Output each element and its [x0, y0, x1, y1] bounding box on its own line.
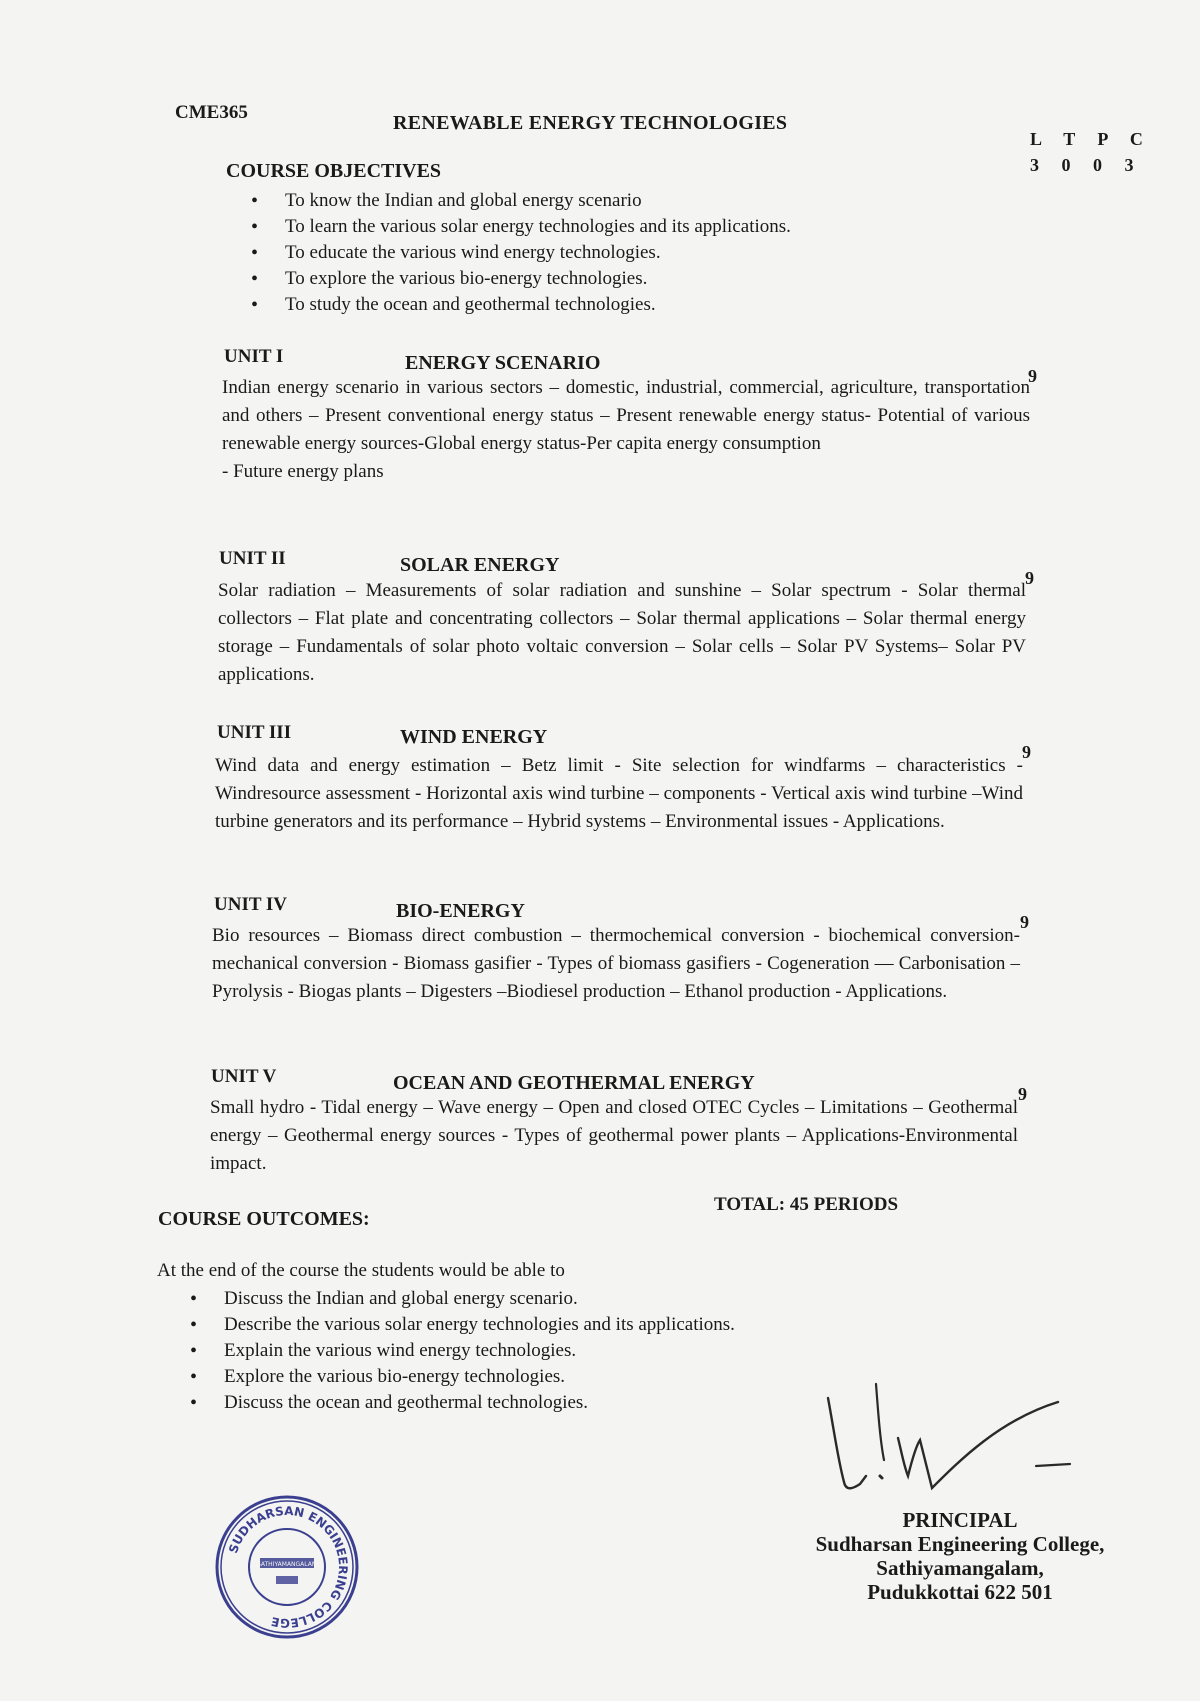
unit-3-label: UNIT III — [217, 722, 292, 743]
college-location: Sathiyamangalam, — [876, 1556, 1044, 1580]
unit-4-body: Bio resources – Biomass direct combustion – thermochemical conversion - biochemical conversion- mechanical conversion - Biomass gasifier - Types of biomass gasifiers - Cogeneration — Carbonisation – Pyrolysis - Biogas plants – Digesters –Biodiesel production – Ethanol production - Applications. — [212, 925, 1020, 1002]
unit-4-title: BIO-ENERGY — [396, 900, 525, 922]
outcome-item: • Describe the various solar energy technologies and its applications. — [224, 1312, 735, 1338]
college-district: Pudukkottai 622 501 — [867, 1580, 1053, 1604]
unit-3-hours: 9 — [1022, 742, 1031, 762]
principal-block — [760, 1508, 1160, 1604]
unit-5-label: UNIT V — [211, 1066, 277, 1087]
unit-1-label: UNIT I — [224, 346, 284, 367]
objectives-list — [285, 188, 791, 318]
unit-3-title: WIND ENERGY — [400, 726, 548, 748]
unit-1-body — [222, 374, 1030, 486]
outcomes-intro: At the end of the course the students would be able to — [157, 1260, 565, 1281]
objective-item: • To study the ocean and geothermal technologies. — [285, 292, 791, 318]
unit-5-body: Small hydro - Tidal energy – Wave energy – Open and closed OTEC Cycles – Limitations – Geothermal energy – Geothermal energy sources - Types of geothermal power plants – Applications-Environmental impact. — [210, 1097, 1018, 1174]
principal-title: PRINCIPAL — [902, 1508, 1018, 1532]
unit-4-hours: 9 — [1020, 912, 1029, 932]
outcomes-heading: COURSE OUTCOMES: — [158, 1208, 370, 1230]
unit-5-title: OCEAN AND GEOTHERMAL ENERGY — [393, 1072, 755, 1094]
unit-1-tail: - Future energy plans — [222, 461, 384, 482]
unit-2-title: SOLAR ENERGY — [400, 554, 560, 576]
unit-5-hours: 9 — [1018, 1084, 1027, 1104]
outcome-item: • Explore the various bio-energy technologies. — [224, 1364, 735, 1390]
unit-1-hours: 9 — [1028, 366, 1037, 386]
ltpc-values: 3 0 0 3 — [1030, 155, 1143, 175]
unit-3-body: Wind data and energy estimation – Betz limit - Site selection for windfarms – characteristics - Windresource assessment - Horizontal axis wind turbine – components - Vertical axis wind turbine –Wind turbine generators and its performance – Hybrid systems – Environmental issues - Applications. — [215, 755, 1023, 832]
outcome-item: • Explain the various wind energy technologies. — [224, 1338, 735, 1364]
course-title: RENEWABLE ENERGY TECHNOLOGIES — [393, 112, 788, 134]
ltpc-block — [1030, 126, 1152, 178]
unit-1-title: ENERGY SCENARIO — [405, 352, 601, 374]
objectives-heading: COURSE OBJECTIVES — [226, 160, 442, 182]
outcome-item: • Discuss the ocean and geothermal technologies. — [224, 1390, 735, 1416]
unit-2-hours: 9 — [1025, 568, 1034, 588]
ltpc-label: L T P C — [1030, 129, 1152, 149]
unit-2-label: UNIT II — [219, 548, 286, 569]
unit-1-text: Indian energy scenario in various sectors – domestic, industrial, commercial, agriculture, transportation and others – Present conventional energy status – Present renewable energy status- Potential of various renewable energy sources-Global energy status-Per capita energy consumption — [222, 377, 1030, 454]
svg-text:SATHIYAMANGALAM: SATHIYAMANGALAM — [256, 1561, 318, 1568]
total-periods: TOTAL: 45 PERIODS — [714, 1194, 899, 1215]
objective-item: • To explore the various bio-energy technologies. — [285, 266, 791, 292]
objective-item: • To educate the various wind energy technologies. — [285, 240, 791, 266]
unit-2-body: Solar radiation – Measurements of solar radiation and sunshine – Solar spectrum - Solar thermal collectors – Flat plate and concentrating collectors – Solar thermal applications – Solar thermal energy storage – Fundamentals of solar photo voltaic conversion – Solar cells – Solar PV Systems– Solar PV applications. — [218, 580, 1026, 685]
svg-text:SUDHARSAN ENGINEERING COLLEGE: SUDHARSAN ENGINEERING COLLEGE — [226, 1503, 351, 1631]
course-code: CME365 — [175, 102, 248, 123]
outcome-item: • Discuss the Indian and global energy scenario. — [224, 1286, 735, 1312]
college-seal — [212, 1492, 362, 1642]
college-name: Sudharsan Engineering College, — [815, 1532, 1105, 1556]
objective-item: • To know the Indian and global energy scenario — [285, 188, 791, 214]
objective-item: • To learn the various solar energy technologies and its applications. — [285, 214, 791, 240]
principal-signature — [820, 1380, 1080, 1520]
unit-4-label: UNIT IV — [214, 894, 288, 915]
outcomes-list — [224, 1286, 735, 1416]
